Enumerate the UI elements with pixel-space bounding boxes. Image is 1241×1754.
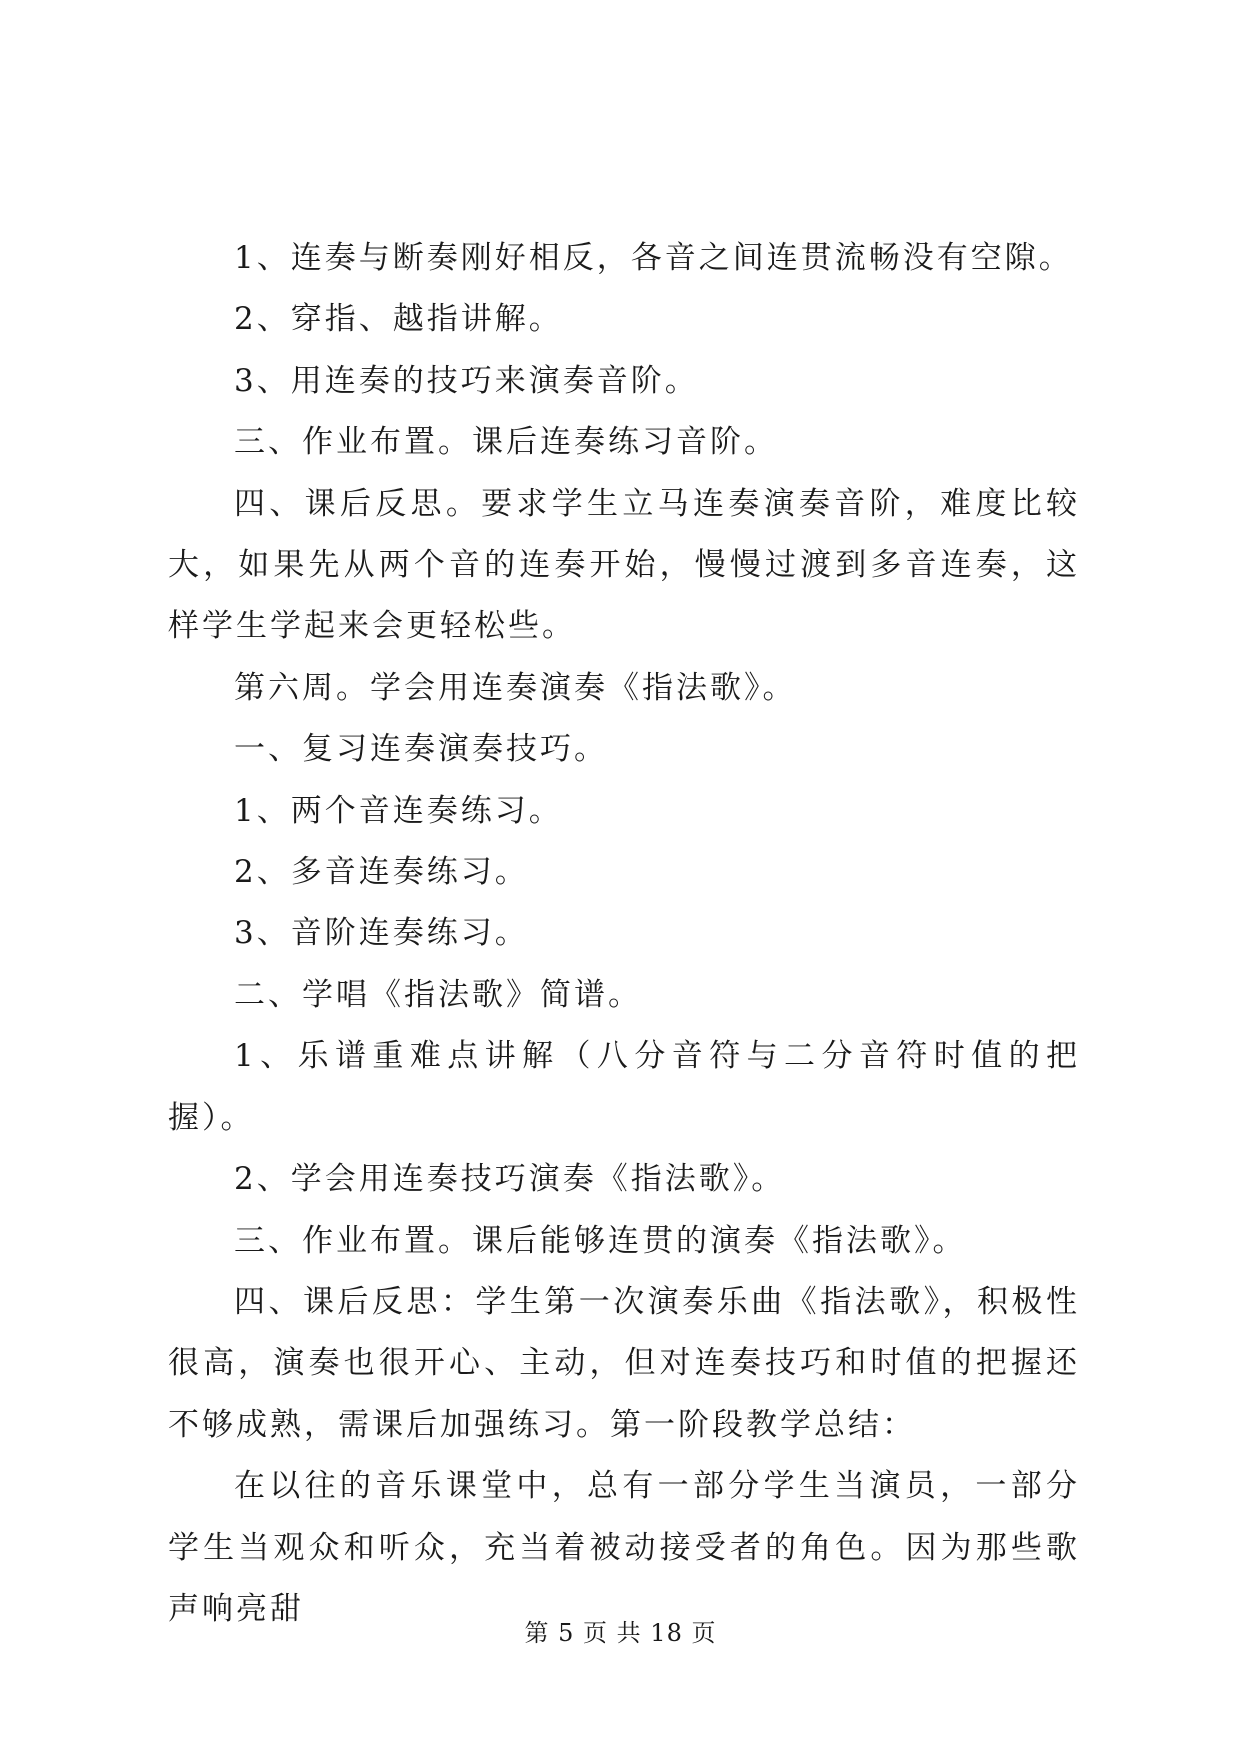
paragraph: 在以往的音乐课堂中，总有一部分学生当演员，一部分学生当观众和听众，充当着被动接受者的角色。因为那些歌声响亮甜 bbox=[168, 1468, 1080, 1627]
page-number-label: 第 5 页 共 18 页 bbox=[524, 1619, 717, 1647]
paragraph: 2、学会用连奏技巧演奏《指法歌》。 bbox=[234, 1161, 786, 1198]
paragraph: 3、用连奏的技巧来演奏音阶。 bbox=[234, 362, 699, 399]
paragraph: 四、课后反思。要求学生立马连奏演奏音阶，难度比较大，如果先从两个音的连奏开始，慢慢过渡到多音连奏，这样学生学起来会更轻松些。 bbox=[168, 485, 1080, 645]
paragraph: 第六周。学会用连奏演奏《指法歌》。 bbox=[234, 669, 797, 706]
paragraph: 1、连奏与断奏刚好相反，各音之间连贯流畅没有空隙。 bbox=[234, 240, 1073, 276]
paragraph: 一、复习连奏演奏技巧。 bbox=[234, 731, 608, 768]
paragraph: 三、作业布置。课后连奏练习音阶。 bbox=[234, 424, 778, 461]
paragraph: 3、音阶连奏练习。 bbox=[234, 915, 529, 952]
paragraph: 二、学唱《指法歌》简谱。 bbox=[234, 976, 642, 1013]
paragraph: 三、作业布置。课后能够连贯的演奏《指法歌》。 bbox=[234, 1222, 967, 1259]
paragraph: 2、多音连奏练习。 bbox=[234, 854, 529, 891]
paragraph: 1、乐谱重难点讲解（八分音符与二分音符时值的把握）。 bbox=[168, 1038, 1080, 1136]
page-footer bbox=[0, 1613, 1241, 1648]
paragraph: 1、两个音连奏练习。 bbox=[234, 792, 563, 829]
paragraph: 四、课后反思：学生第一次演奏乐曲《指法歌》，积极性很高，演奏也很开心、主动，但对连奏技巧和时值的把握还不够成熟，需课后加强练习。第一阶段教学总结： bbox=[168, 1283, 1080, 1443]
paragraph: 2、穿指、越指讲解。 bbox=[234, 301, 563, 338]
document-body bbox=[168, 228, 1080, 1640]
